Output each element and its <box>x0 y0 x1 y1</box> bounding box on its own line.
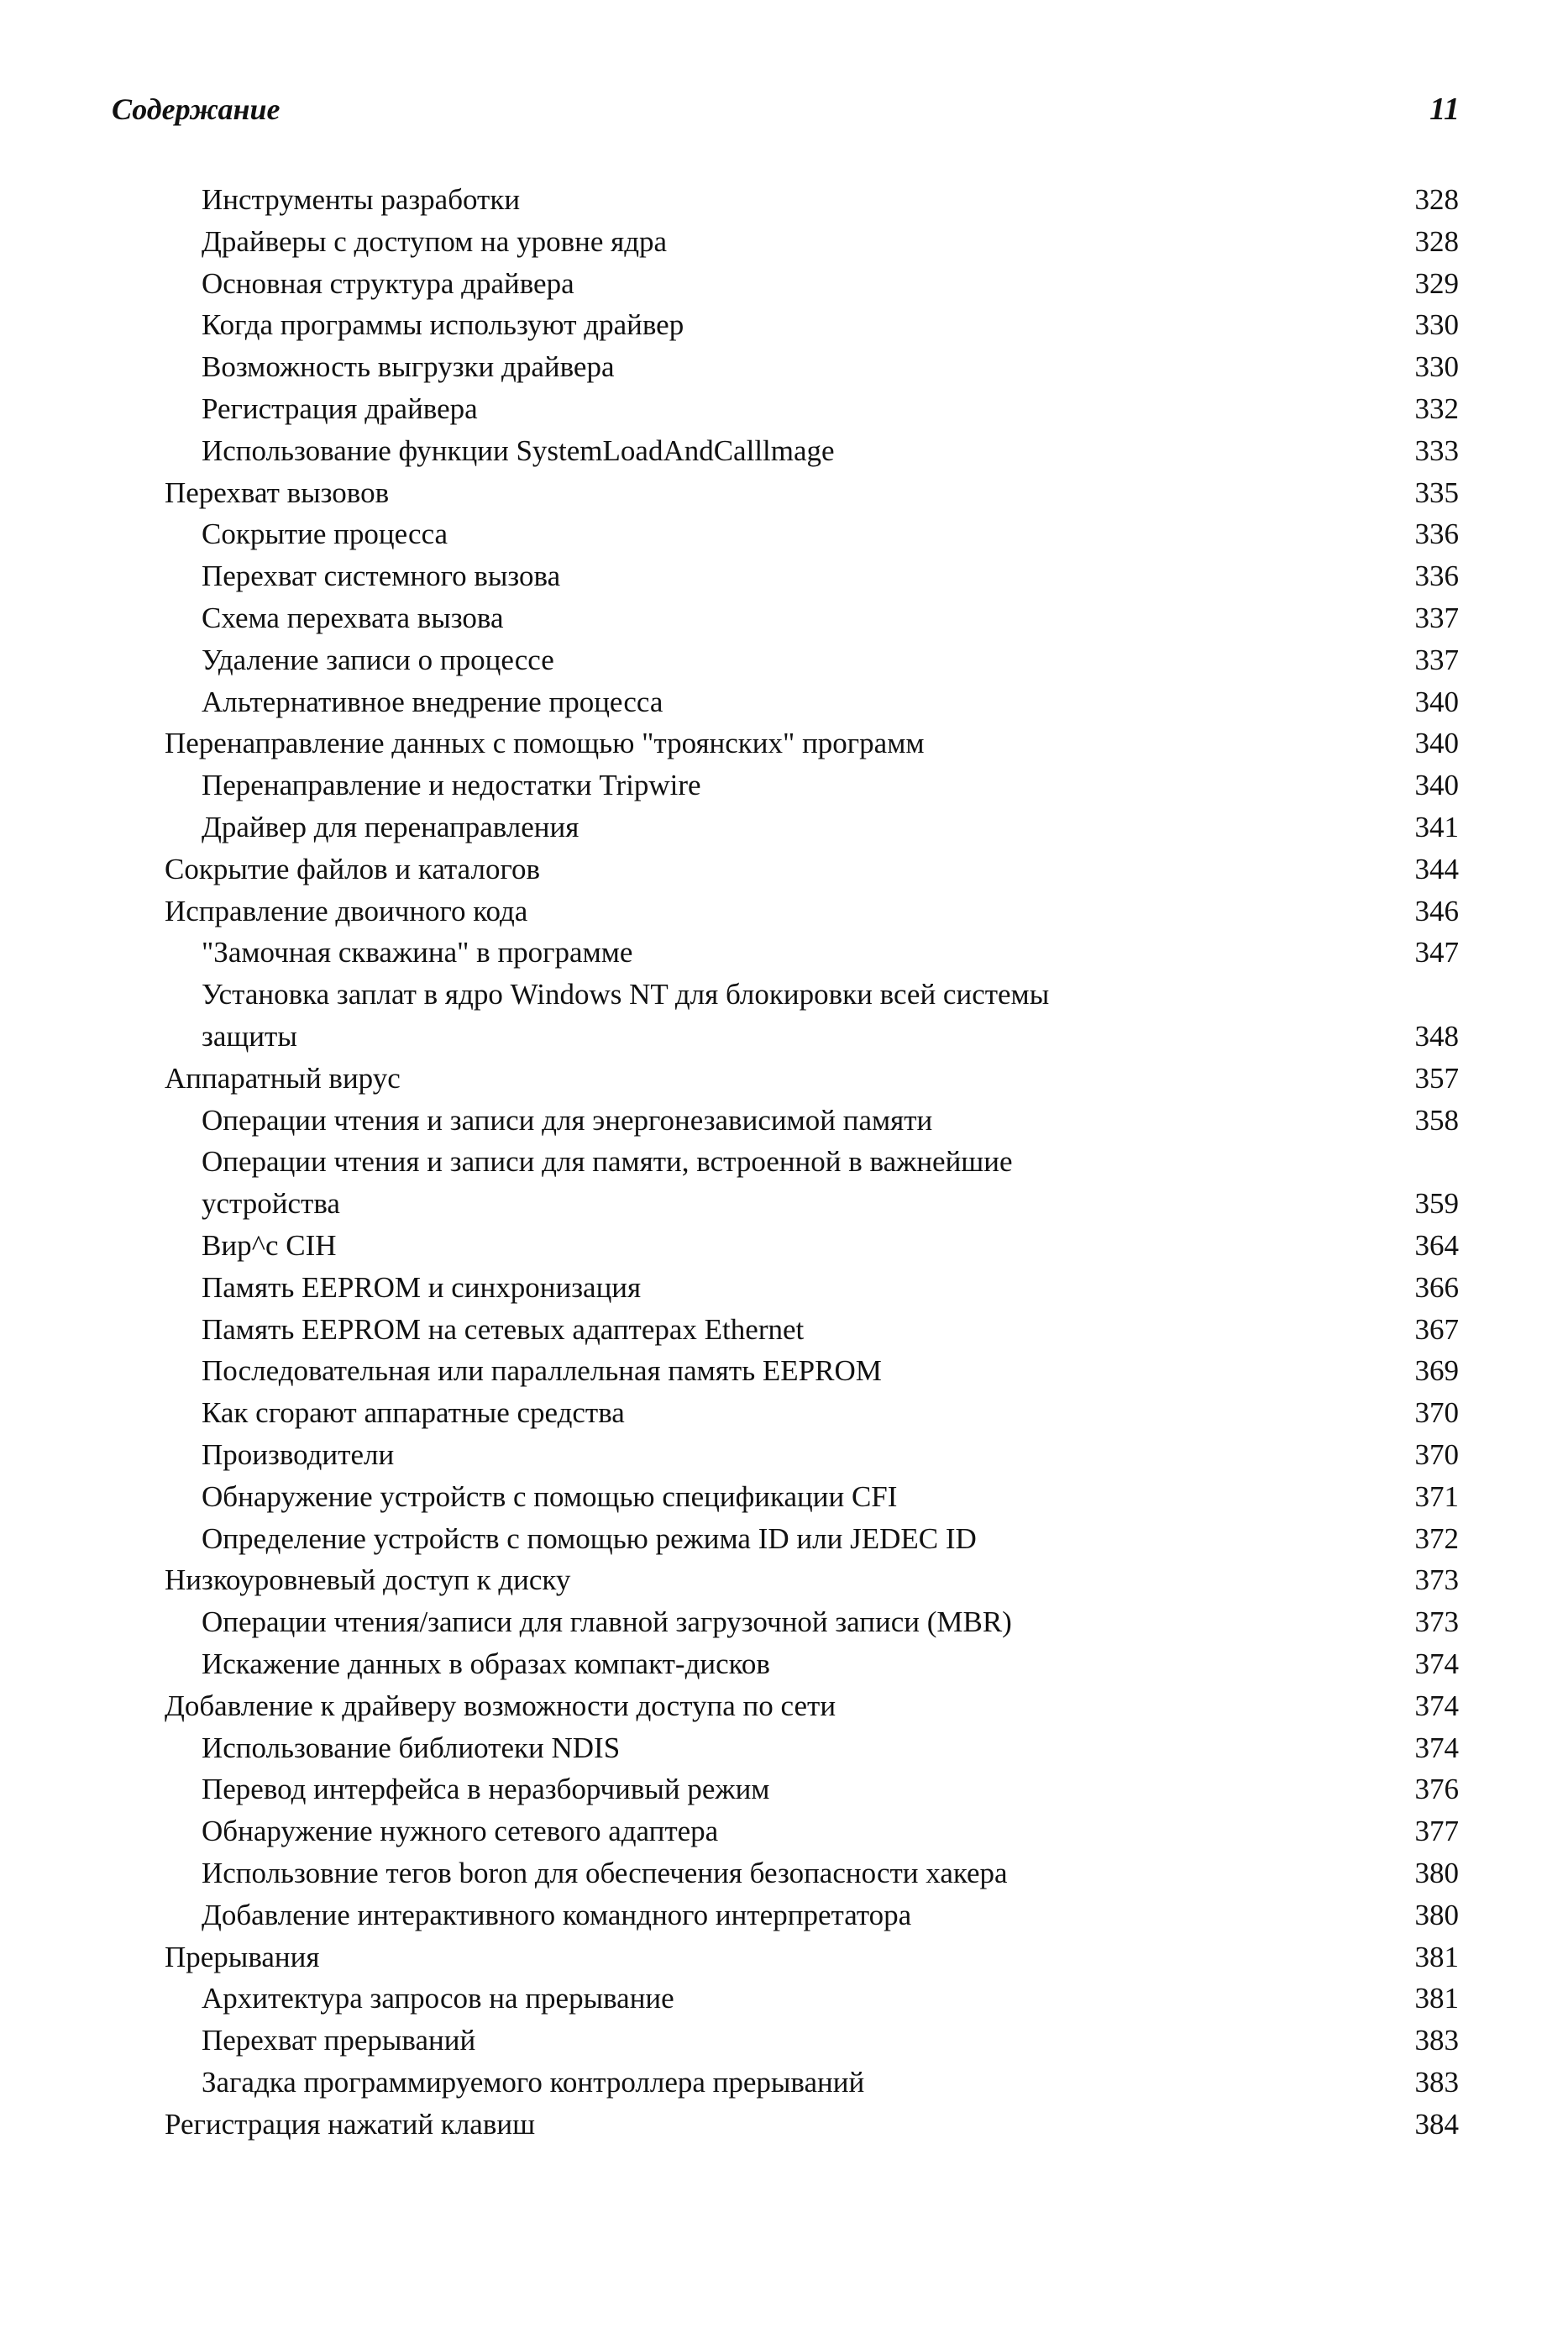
toc-entry: защиты <box>202 1020 297 1053</box>
toc-entry: Операции чтения и записи для энергонезависимой памяти <box>202 1104 933 1137</box>
toc-entry: Архитектура запросов на прерывание <box>202 1982 674 2015</box>
toc-entry: Регистрация нажатий клавиш <box>165 2108 536 2141</box>
toc-page-number: 371 <box>1414 1480 1459 1513</box>
toc-entry: Низкоуровневый доступ к диску <box>165 1563 571 1596</box>
toc-entry: Обнаружение нужного сетевого адаптера <box>202 1815 719 1847</box>
toc-page-number: 328 <box>1414 183 1459 216</box>
toc-page-number: 341 <box>1414 811 1459 843</box>
toc-entry: Память EEPROM и синхронизация <box>202 1271 642 1304</box>
toc-page-number: 383 <box>1414 2024 1459 2057</box>
toc-page-number: 366 <box>1414 1271 1459 1304</box>
toc-page-number: 328 <box>1414 225 1459 258</box>
toc-page-number: 337 <box>1414 644 1459 676</box>
toc-entry: Искажение данных в образах компакт-дисков <box>202 1647 770 1680</box>
toc-entry: Установка заплат в ядро Windows NT для блокировки всей системы <box>202 978 1050 1011</box>
toc-entry: Перехват вызовов <box>165 476 390 509</box>
toc-page-number: 377 <box>1414 1815 1459 1847</box>
toc-entry: Как сгорают аппаратные средства <box>202 1396 625 1429</box>
toc-entry: устройства <box>202 1187 340 1220</box>
toc-entry: Использование функции SystemLoadAndCalllmage <box>202 434 835 467</box>
toc-entry: Регистрация драйвера <box>202 392 478 425</box>
toc-page-number: 369 <box>1414 1354 1459 1387</box>
toc-page-number: 374 <box>1414 1731 1459 1764</box>
toc-page-number: 380 <box>1414 1857 1459 1889</box>
toc-page-number: 340 <box>1414 686 1459 718</box>
toc-entry: Использование библиотеки NDIS <box>202 1731 621 1764</box>
toc-page-number: 336 <box>1414 518 1459 550</box>
toc-page-number: 380 <box>1414 1899 1459 1931</box>
toc-page-number: 358 <box>1414 1104 1459 1137</box>
toc-entry: Вир^с CIH <box>202 1229 337 1262</box>
toc-entry: Возможность выгрузки драйвера <box>202 350 615 383</box>
toc-page-number: 357 <box>1414 1062 1459 1095</box>
toc-entry: Инструменты разработки <box>202 183 521 216</box>
toc-page-number: 372 <box>1414 1522 1459 1555</box>
toc-page-number: 332 <box>1414 392 1459 425</box>
toc-page-number: 370 <box>1414 1438 1459 1471</box>
toc-entry: Операции чтения/записи для главной загрузочной записи (MBR) <box>202 1605 1012 1638</box>
toc-entry: Обнаружение устройств с помощью спецификации CFI <box>202 1480 898 1513</box>
running-head-title: Содержание <box>112 92 281 126</box>
toc-page-number: 381 <box>1414 1982 1459 2015</box>
toc-entry: Операции чтения и записи для памяти, встроенной в важнейшие <box>202 1145 1013 1178</box>
toc-page-number: 348 <box>1414 1020 1459 1053</box>
toc-entry: Определение устройств с помощью режима ID или JEDEC ID <box>202 1522 977 1555</box>
toc-entry: Драйвер для перенаправления <box>202 811 579 843</box>
toc-entry: Сокрытие файлов и каталогов <box>165 853 540 885</box>
toc-page-number: 336 <box>1414 560 1459 592</box>
toc-page-number: 346 <box>1414 895 1459 927</box>
toc-entry: Перевод интерфейса в неразборчивый режим <box>202 1773 770 1805</box>
toc-entry: Перехват системного вызова <box>202 560 561 592</box>
toc-entry: Сокрытие процесса <box>202 518 448 550</box>
toc-entry: "Замочная скважина" в программе <box>202 936 633 969</box>
toc-page-number: 384 <box>1414 2108 1459 2141</box>
toc-entry: Схема перехвата вызова <box>202 602 504 634</box>
toc-entry: Альтернативное внедрение процесса <box>202 686 663 718</box>
toc-entry: Драйверы с доступом на уровне ядра <box>202 225 668 258</box>
toc-page-number: 330 <box>1414 308 1459 341</box>
toc-page-number: 333 <box>1414 434 1459 467</box>
toc-page-number: 359 <box>1414 1187 1459 1220</box>
toc-page-number: 329 <box>1414 267 1459 300</box>
toc-entry: Добавление интерактивного командного интерпретатора <box>202 1899 912 1931</box>
toc-entry: Исправление двоичного кода <box>165 895 528 927</box>
toc-page-number: 374 <box>1414 1647 1459 1680</box>
toc-entry: Аппаратный вирус <box>165 1062 401 1095</box>
toc-page-number: 337 <box>1414 602 1459 634</box>
toc-page-number: 364 <box>1414 1229 1459 1262</box>
toc-entry: Прерывания <box>165 1941 320 1973</box>
toc-entry: Загадка программируемого контроллера прерываний <box>202 2066 865 2099</box>
toc-page-number: 340 <box>1414 727 1459 759</box>
toc-page-number: 330 <box>1414 350 1459 383</box>
toc-entry: Перехват прерываний <box>202 2024 476 2057</box>
toc-page-number: 381 <box>1414 1941 1459 1973</box>
toc-page-number: 383 <box>1414 2066 1459 2099</box>
toc-entry: Основная структура драйвера <box>202 267 574 300</box>
toc-page-number: 376 <box>1414 1773 1459 1805</box>
toc-entry: Перенаправление и недостатки Tripwire <box>202 769 701 801</box>
toc-page-number: 373 <box>1414 1563 1459 1596</box>
toc-entry: Удаление записи о процессе <box>202 644 554 676</box>
toc-entry: Перенаправление данных с помощью "троянских" программ <box>165 727 925 759</box>
toc-page-number: 373 <box>1414 1605 1459 1638</box>
page-number: 11 <box>1429 92 1460 127</box>
toc-entry: Добавление к драйверу возможности доступа по сети <box>165 1689 836 1722</box>
toc-entry: Последовательная или параллельная память EEPROM <box>202 1354 882 1387</box>
toc-page-number: 347 <box>1414 936 1459 969</box>
toc-page-number: 367 <box>1414 1313 1459 1346</box>
toc-page-number: 370 <box>1414 1396 1459 1429</box>
toc-page-number: 344 <box>1414 853 1459 885</box>
toc-page-number: 335 <box>1414 476 1459 509</box>
toc-entry: Память EEPROM на сетевых адаптерах Ethernet <box>202 1313 805 1346</box>
toc-entry: Когда программы используют драйвер <box>202 308 684 341</box>
toc-entry: Производители <box>202 1438 395 1471</box>
toc-page-number: 374 <box>1414 1689 1459 1722</box>
toc-page-number: 340 <box>1414 769 1459 801</box>
toc-entry: Использовние тегов boron для обеспечения безопасности хакера <box>202 1857 1008 1889</box>
